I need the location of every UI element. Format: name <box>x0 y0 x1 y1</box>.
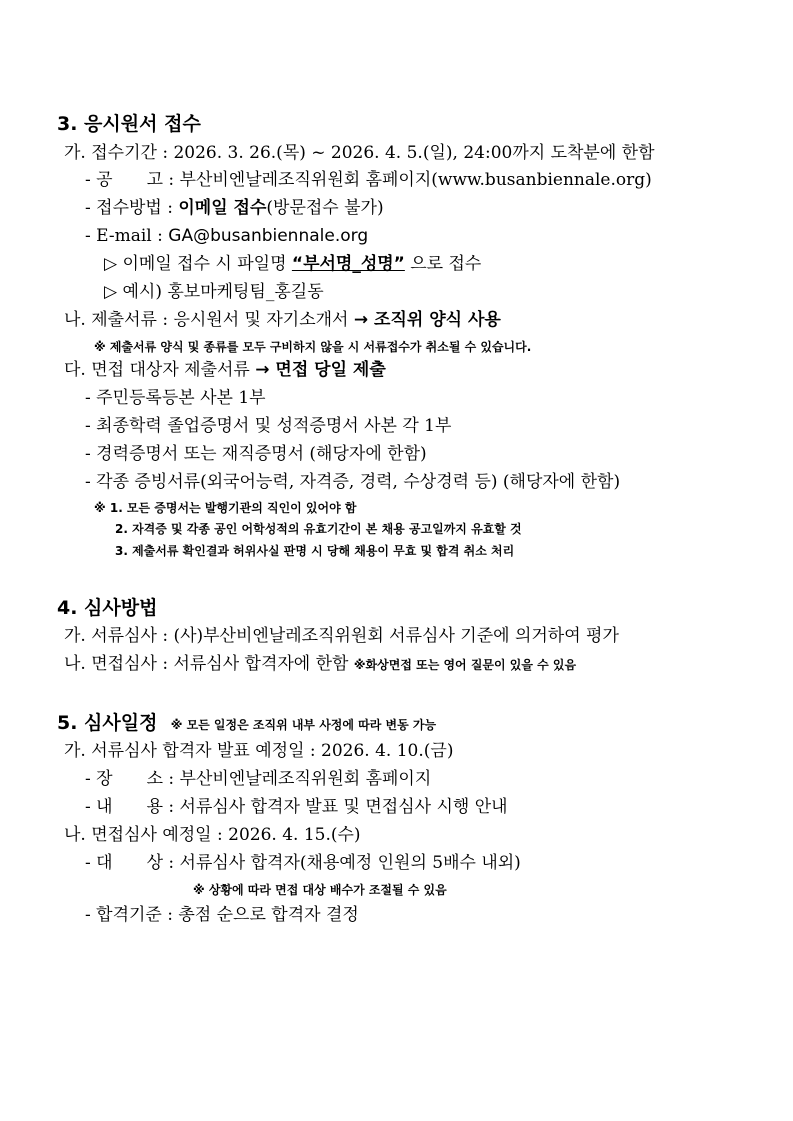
section-3-title: 3. 응시원서 접수 <box>57 113 201 135</box>
sec3-doc-item-2: - 최종학력 졸업증명서 및 성적증명서 사본 각 1부 <box>85 416 452 436</box>
email-link[interactable]: GA@busanbiennale.org <box>168 226 369 246</box>
sec3-doc-note-3: 3. 제출서류 확인결과 허위사실 판명 시 당해 채용이 무효 및 합격 취소 처리 <box>115 544 515 558</box>
section-4-title: 4. 심사방법 <box>57 597 158 619</box>
sec3-email-line <box>85 225 368 247</box>
sec3-method <box>85 197 384 219</box>
sec5-interview-date: 나. 면접심사 예정일 : 2026. 4. 15.(수) <box>64 825 361 845</box>
sec3-method-label: - 접수방법 : <box>85 198 179 218</box>
sec4-interview-note: ※화상면접 또는 영어 질문이 있을 수 있음 <box>353 658 577 672</box>
sec3-doc-note-1: ※ 1. 모든 증명서는 발행기관의 직인이 있어야 함 <box>94 501 357 515</box>
sec5-pass-criteria: - 합격기준 : 총점 순으로 합격자 결정 <box>85 905 359 925</box>
sec3-method-bold: 이메일 접수 <box>178 198 267 218</box>
sec3-announcement: - 공 고 : 부산비엔날레조직위원회 홈페이지(www.busanbiennale.org) <box>85 170 652 190</box>
sec5-interview-note: ※ 상황에 따라 면접 대상 배수가 조절될 수 있음 <box>193 883 447 897</box>
section-5-title: 5. 심사일정 <box>57 712 158 734</box>
sec4-interview-prefix: 나. 면접심사 : 서류심사 합격자에 한함 <box>64 654 354 674</box>
sec3-interview-docs-bold: → 면접 당일 제출 <box>255 360 386 380</box>
sec3-doc-item-1: - 주민등록등본 사본 1부 <box>85 388 266 408</box>
sec4-interview-review <box>64 653 576 675</box>
sec3-email-label: - E-mail : <box>85 226 169 246</box>
sec4-document-review: 가. 서류심사 : (사)부산비엔날레조직위원회 서류심사 기준에 의거하여 평가 <box>64 626 619 646</box>
sec3-doc-note-2: 2. 자격증 및 각종 공인 어학성적의 유효기간이 본 채용 공고일까지 유효할 것 <box>115 522 522 536</box>
sec5-announce-content: - 내 용 : 서류심사 합격자 발표 및 면접심사 시행 안내 <box>85 797 508 817</box>
sec3-documents <box>64 309 501 331</box>
sec3-documents-prefix: 나. 제출서류 : 응시원서 및 자기소개서 <box>64 310 354 330</box>
sec3-interview-docs <box>64 359 386 381</box>
section-5-title-line <box>57 711 436 735</box>
sec3-doc-item-3: - 경력증명서 또는 재직증명서 (해당자에 한함) <box>85 444 427 464</box>
sec3-interview-docs-prefix: 다. 면접 대상자 제출서류 <box>64 360 256 380</box>
sec3-filename-example: ▷ 예시) 홍보마케팅팀_홍길동 <box>104 282 324 302</box>
sec3-doc-item-4: - 각종 증빙서류(외국어능력, 자격증, 경력, 수상경력 등) (해당자에 한함) <box>85 472 621 492</box>
section-5-note: ※ 모든 일정은 조직위 내부 사정에 따라 변동 가능 <box>170 718 437 732</box>
sec5-announce-place: - 장 소 : 부산비엔날레조직위원회 홈페이지 <box>85 769 432 789</box>
sec3-documents-bold: → 조직위 양식 사용 <box>353 310 501 330</box>
sec3-filename-suffix: 으로 접수 <box>404 254 482 274</box>
sec5-announce-date: 가. 서류심사 합격자 발표 예정일 : 2026. 4. 10.(금) <box>64 741 454 761</box>
sec3-filename-prefix: ▷ 이메일 접수 시 파일명 <box>104 254 292 274</box>
sec5-interview-target: - 대 상 : 서류심사 합격자(채용예정 인원의 5배수 내외) <box>85 853 521 873</box>
sec3-filename-bold: “부서명_성명” <box>291 254 405 274</box>
sec3-documents-note: ※ 제출서류 양식 및 종류를 모두 구비하지 않을 시 서류접수가 취소될 수 있습니다. <box>94 340 532 354</box>
sec3-method-suffix: (방문접수 불가) <box>266 198 384 218</box>
sec3-filename-rule <box>104 253 481 275</box>
sec3-receipt-period: 가. 접수기간 : 2026. 3. 26.(목) ~ 2026. 4. 5.(일), 24:00까지 도착분에 한함 <box>64 143 655 163</box>
